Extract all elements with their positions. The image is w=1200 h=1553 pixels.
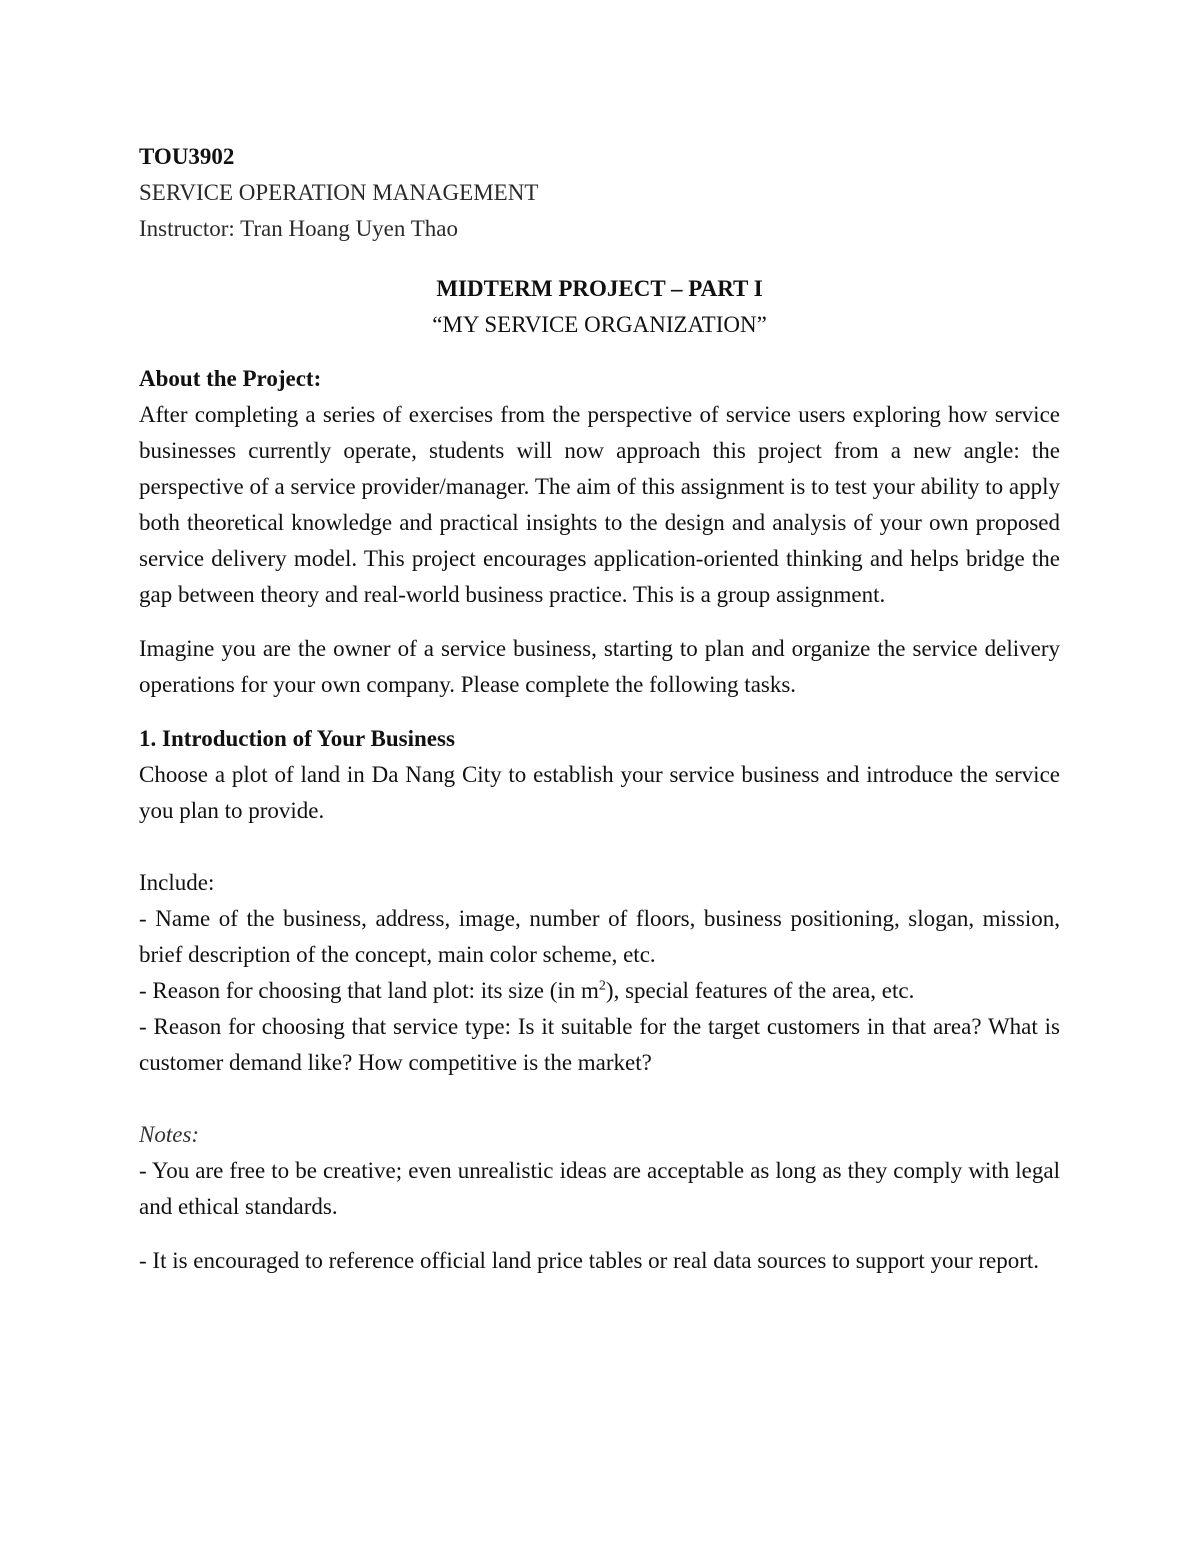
about-heading: About the Project:: [139, 366, 322, 391]
about-body: After completing a series of exercises from the perspective of service users exploring how service businesses currently operate, students will now approach this project from a new angle: the perspective of a service provider/manager. The aim of this assignment is to test your ability to apply both theoretical knowledge and practical insights to the design and analysis of your own proposed service delivery model. This project encourages application-oriented thinking and helps bridge the gap between theory and real-world business practice. This is a group assignment.: [139, 402, 1060, 607]
document-content: [139, 139, 1060, 1279]
section1-heading: 1. Introduction of Your Business: [139, 726, 455, 751]
section1-intro: Choose a plot of land in Da Nang City to establish your service business and introduce the service you plan to provide.: [139, 762, 1060, 823]
include-item-2: [139, 973, 1060, 1009]
spacer: [139, 1081, 1060, 1117]
spacer: [139, 829, 1060, 865]
course-name: SERVICE OPERATION MANAGEMENT: [139, 180, 539, 205]
notes-label: Notes:: [139, 1122, 200, 1147]
spacer: [139, 1225, 1060, 1243]
spacer: [139, 703, 1060, 721]
spacer: [139, 343, 1060, 361]
include-label: Include:: [139, 870, 215, 895]
note-2: - It is encouraged to reference official land price tables or real data sources to support your report.: [139, 1248, 1040, 1273]
title-block: [139, 271, 1060, 343]
project-subtitle: “MY SERVICE ORGANIZATION”: [432, 312, 767, 337]
note-1: - You are free to be creative; even unrealistic ideas are acceptable as long as they comply with legal and ethical standards.: [139, 1158, 1060, 1219]
instructor-line: Instructor: Tran Hoang Uyen Thao: [139, 216, 458, 241]
course-code: TOU3902: [139, 144, 235, 169]
imagine-paragraph: Imagine you are the owner of a service business, starting to plan and organize the service delivery operations for your own company. Please complete the following tasks.: [139, 636, 1060, 697]
include-item-3: - Reason for choosing that service type: Is it suitable for the target customers in that area? What is customer demand like? How competitive is the market?: [139, 1014, 1060, 1075]
spacer: [139, 613, 1060, 631]
project-title: MIDTERM PROJECT – PART I: [436, 276, 763, 301]
include-item-2-text-b: ), special features of the area, etc.: [605, 978, 915, 1003]
superscript-2: 2: [598, 978, 606, 994]
include-item-2-text-a: - Reason for choosing that land plot: its size (in m: [139, 978, 599, 1003]
include-item-1: - Name of the business, address, image, number of floors, business positioning, slogan, mission, brief description of the concept, main color scheme, etc.: [139, 906, 1060, 967]
